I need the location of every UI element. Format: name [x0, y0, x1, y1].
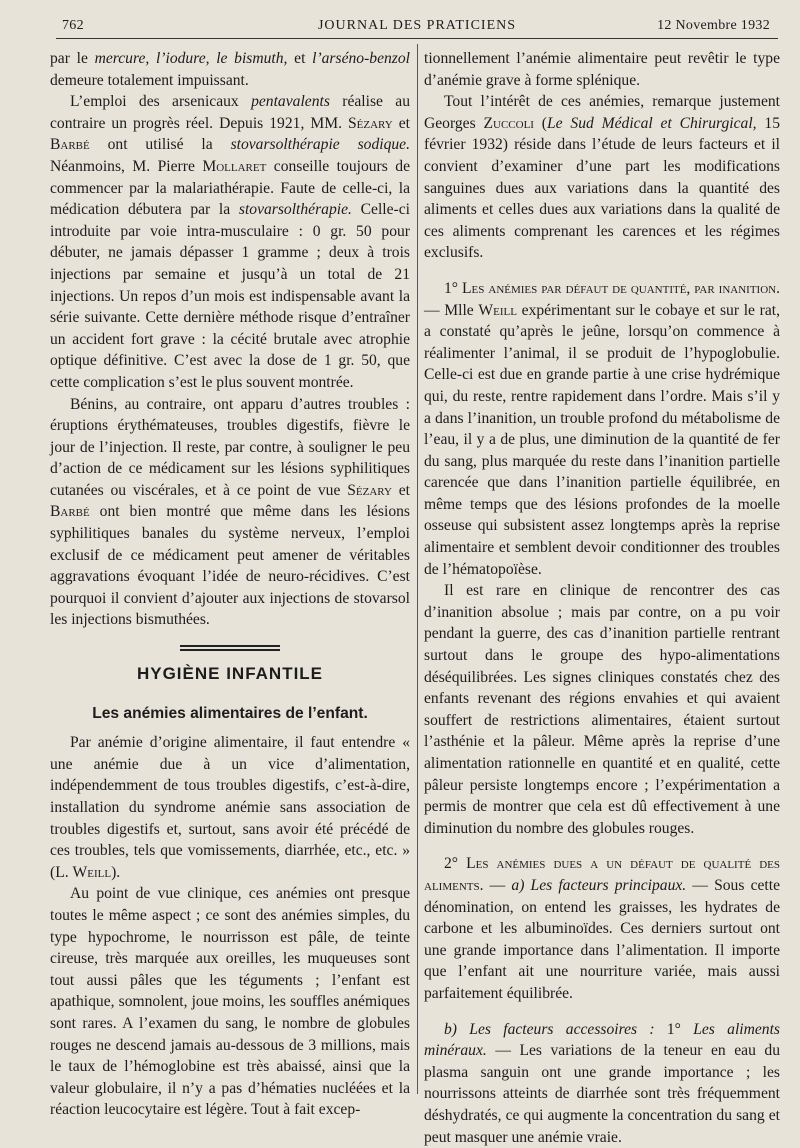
right-column [424, 48, 780, 1148]
column-rule [417, 44, 418, 1094]
article-title: Les anémies alimentaires de l’enfant. [92, 704, 368, 722]
subsection-paragraph: 1° Les anémies par défaut de quantité, par inanition. — Mlle Weill expérimentant sur le cobaye et sur le rat, a constaté qu’après le jeûne, lorsqu’on commence à réalimenter l’animal, il se produit de l’hypoglobulie. Celle-ci est due en grande partie à une crise hydrémique qui, du reste, rentre rapidement dans l’ordre. Mais s’il y a dans l’inanition, un trouble profond du métabolisme de l’eau, il y a de plus, une diminution de la quantité de fer du sang, plus marquée du reste dans l’inanition partielle carencée que dans l’inanition partielle équilibrée, en même temps que des lésions profondes de la moelle osseuse qui subsistent assez longtemps après la reprise alimentaire et semblent devoir conditionner des troubles de l’hématopoïèse. [424, 279, 781, 578]
paragraph: tionnellement l’anémie alimentaire peut revêtir le type d’anémie grave à forme splénique. [424, 50, 780, 89]
paragraph: par le mercure, l’iodure, le bismuth, et l’arséno-benzol demeure totalement impuissant. [50, 50, 410, 89]
paragraph: Par anémie d’origine alimentaire, il faut entendre « une anémie due à un vice d’alimentation, indépendemment de tous troubles digestifs, c’est-à-dire, installation du syndrome anémie sans association de troubles digestifs et, surtout, sans avoir été précédé de ces troubles, tels que vomissements, diarrhée, etc., etc. » (L. Weill). [50, 734, 410, 881]
section-title: HYGIÈNE INFANTILE [136, 664, 324, 684]
header-rule [56, 38, 778, 39]
subsection-paragraph: 2° Les anémies dues a un défaut de qualité des aliments. — a) Les facteurs principaux. — Sous cette dénomination, on entend les graisses, les hydrates de carbone et les albuminoïdes. Ces derniers surtout ont une grande importance dans l’alimentation. Il importe que l’enfant ait une nourriture variée, mais aussi parfaitement équilibrée. [424, 855, 780, 1002]
paragraph: b) Les facteurs accessoires : 1° Les aliments minéraux. — Les variations de la teneur en eau du plasma sanguin ont une grande importance ; les nourrissons atteints de diarrhée sont très fréquemment déshydratés, ce qui augmente la concentration du sang et peut masquer une anémie vraie. [424, 1020, 781, 1146]
paragraph: Il est rare en clinique de rencontrer des cas d’inanition absolue ; mais par contre, on a pu voir pendant la guerre, des cas d’inanition partielle rentrant surtout dans le groupe des hypo-alimentations déséquilibrées. Les signes cliniques constatés chez des enfants revenant des régions envahies et qui avaient souffert de restrictions alimentaires, étaient surtout l’asthénie et la pâleur. Même après la reprise d’une alimentation rationnelle en quantité et en qualité, cette pâleur persiste longtemps encore ; l’expérimentation a permis de montrer que cela est dû effectivement à une diminution du nombre des globules rouges. [424, 582, 780, 837]
paragraph: Bénins, au contraire, ont apparu d’autres troubles : éruptions érythémateuses, troubles digestifs, fièvre le jour de l’injection. Il reste, par contre, à souligner le peu d’action de ce médicament sur les lésions syphilitiques cutanées ou viscérales, et à ce point de vue Sézary et Barbé ont bien montré que même dans les lésions syphilitiques banales du système nerveux, l’emploi exclusif de ce médicament peut amener de véritables aggravations évoquant l’idée de neuro-récidives. C’est pourquoi il convient d’ajouter aux injections de stovarsol les injections bismuthées. [50, 395, 410, 629]
page-header [56, 14, 778, 38]
section-divider [180, 645, 280, 651]
paragraph: Au point de vue clinique, ces anémies ont presque toutes le même aspect ; ce sont des anémies simples, du type hypochrome, le nourrisson est pâle, de teinte cireuse, très marquée aux oreilles, les muqueuses sont tout aussi pâles que les téguments ; l’enfant est apathique, somnolent, joue moins, les souffles anémiques sont rares. A l’examen du sang, le nombre de globules rouges ne descend jamais au-dessous de 3 millions, mais le taux de l’hémoglobine est très abaissé, ainsi que la valeur globulaire, il n’y a pas d’hématies nucléées et la réaction leucocytaire est légère. Tout à fait excep- [50, 885, 410, 1119]
issue-date: 12 Novembre 1932 [657, 18, 770, 33]
left-column [50, 48, 410, 1121]
journal-name: JOURNAL DES PRATICIENS [317, 18, 517, 33]
paragraph: Tout l’intérêt de ces anémies, remarque justement Georges Zuccoli (Le Sud Médical et Chirurgical, 15 février 1932) réside dans l’étude de leurs facteurs et il convient d’examiner d’une part les modifications sanguines dues aux variations dans la quantité des aliments et celles dues aux variations dans la qualité de ces aliments comprenant les carences et les régimes exclusifs. [424, 93, 780, 262]
page-number: 762 [62, 18, 84, 33]
paragraph: L’emploi des arsenicaux pentavalents réalise au contraire un progrès réel. Depuis 1921, MM. Sézary et Barbé ont utilisé la stovarsolthérapie sodique. Néanmoins, M. Pierre Mollaret conseille toujours de commencer par la malariathérapie. Faute de celle-ci, la médication débutera par la stovarsolthérapie. Celle-ci introduite par voie intra-musculaire : 0 gr. 50 pour débuter, ne jamais dépasser 1 gramme ; deux à trois injections par semaine et jusqu’à un total de 21 injections. Un repos d’un mois est indispensable avant la série suivante. Cette dernière méthode risque d’entraîner un accident fort grave : la cécité brutale avec atrophie optique définitive. C’est avec la dose de 1 gr. 50, que cette complication s’est le plus souvent montrée. [50, 93, 410, 391]
